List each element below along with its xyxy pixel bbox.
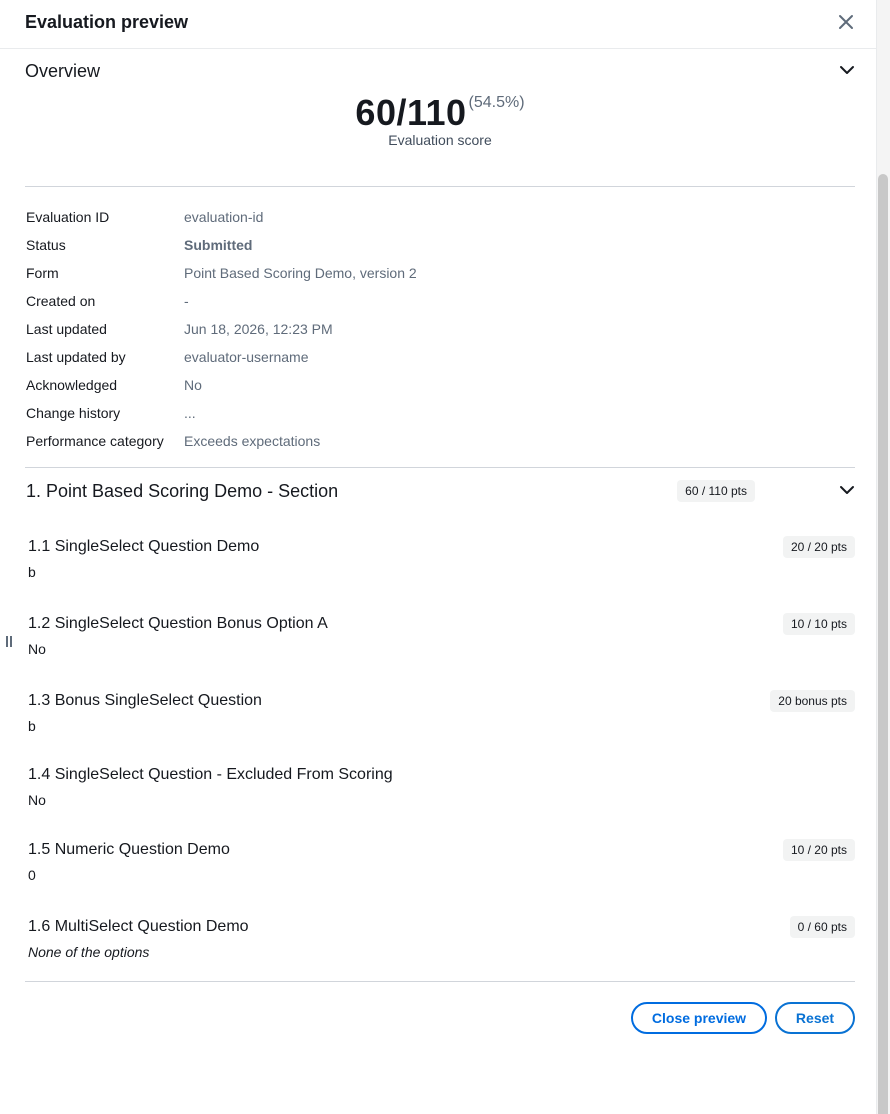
question-points-badge: 10 / 10 pts (783, 613, 855, 635)
drag-handle-icon[interactable] (4, 635, 14, 649)
divider (25, 186, 855, 187)
question-points-badge: 20 / 20 pts (783, 536, 855, 558)
detail-key: Created on (26, 293, 96, 309)
chevron-down-icon (838, 61, 856, 79)
detail-value: - (184, 293, 189, 309)
divider (25, 981, 855, 982)
detail-value: Jun 18, 2026, 12:23 PM (184, 321, 333, 337)
question-title: 1.1 SingleSelect Question Demo (28, 538, 260, 555)
question-points-badge: 0 / 60 pts (790, 916, 855, 938)
question-answer: b (28, 718, 36, 734)
detail-key: Change history (26, 405, 121, 421)
section-points-badge: 60 / 110 pts (677, 480, 755, 502)
question-answer: None of the options (28, 944, 150, 960)
question-points-badge: 10 / 20 pts (783, 839, 855, 861)
detail-value: Exceeds expectations (184, 433, 321, 449)
detail-key: Performance category (26, 433, 164, 449)
detail-value: evaluation-id (184, 209, 264, 225)
question-points-badge: 20 bonus pts (770, 690, 855, 712)
detail-key: Acknowledged (26, 377, 118, 393)
detail-key: Form (26, 265, 59, 281)
question-title: 1.5 Numeric Question Demo (28, 841, 230, 858)
detail-key: Last updated (26, 321, 107, 337)
evaluation-score (0, 92, 880, 134)
detail-value: No (184, 377, 202, 393)
scrollbar-thumb[interactable] (878, 174, 888, 1114)
close-preview-button[interactable]: Close preview (631, 1002, 767, 1034)
detail-value: Submitted (184, 237, 253, 253)
divider (25, 467, 855, 468)
close-icon (834, 10, 858, 34)
overview-toggle[interactable] (838, 61, 856, 79)
detail-key: Last updated by (26, 349, 126, 365)
question-answer: 0 (28, 867, 36, 883)
detail-value: Point Based Scoring Demo, version 2 (184, 265, 417, 281)
score-percentage: (54.5%) (468, 94, 525, 111)
detail-key: Evaluation ID (26, 209, 110, 225)
detail-key: Status (26, 237, 66, 253)
chevron-down-icon (838, 481, 856, 499)
question-title: 1.3 Bonus SingleSelect Question (28, 692, 262, 709)
score-label: Evaluation score (388, 132, 492, 148)
overview-heading: Overview (25, 61, 101, 81)
question-title: 1.2 SingleSelect Question Bonus Option A (28, 615, 328, 632)
close-button[interactable] (834, 10, 858, 34)
detail-value: evaluator-username (184, 349, 309, 365)
question-answer: b (28, 564, 36, 580)
panel-title: Evaluation preview (25, 12, 189, 32)
panel-header (0, 0, 876, 49)
question-title: 1.6 MultiSelect Question Demo (28, 918, 249, 935)
section-toggle[interactable] (838, 481, 856, 499)
section-title: 1. Point Based Scoring Demo - Section (26, 481, 339, 501)
score-value: 60/110 (355, 92, 467, 133)
question-title: 1.4 SingleSelect Question - Excluded From Scoring (28, 766, 393, 783)
reset-button[interactable]: Reset (775, 1002, 855, 1034)
detail-value: ... (184, 405, 196, 421)
question-answer: No (28, 641, 46, 657)
question-answer: No (28, 792, 46, 808)
